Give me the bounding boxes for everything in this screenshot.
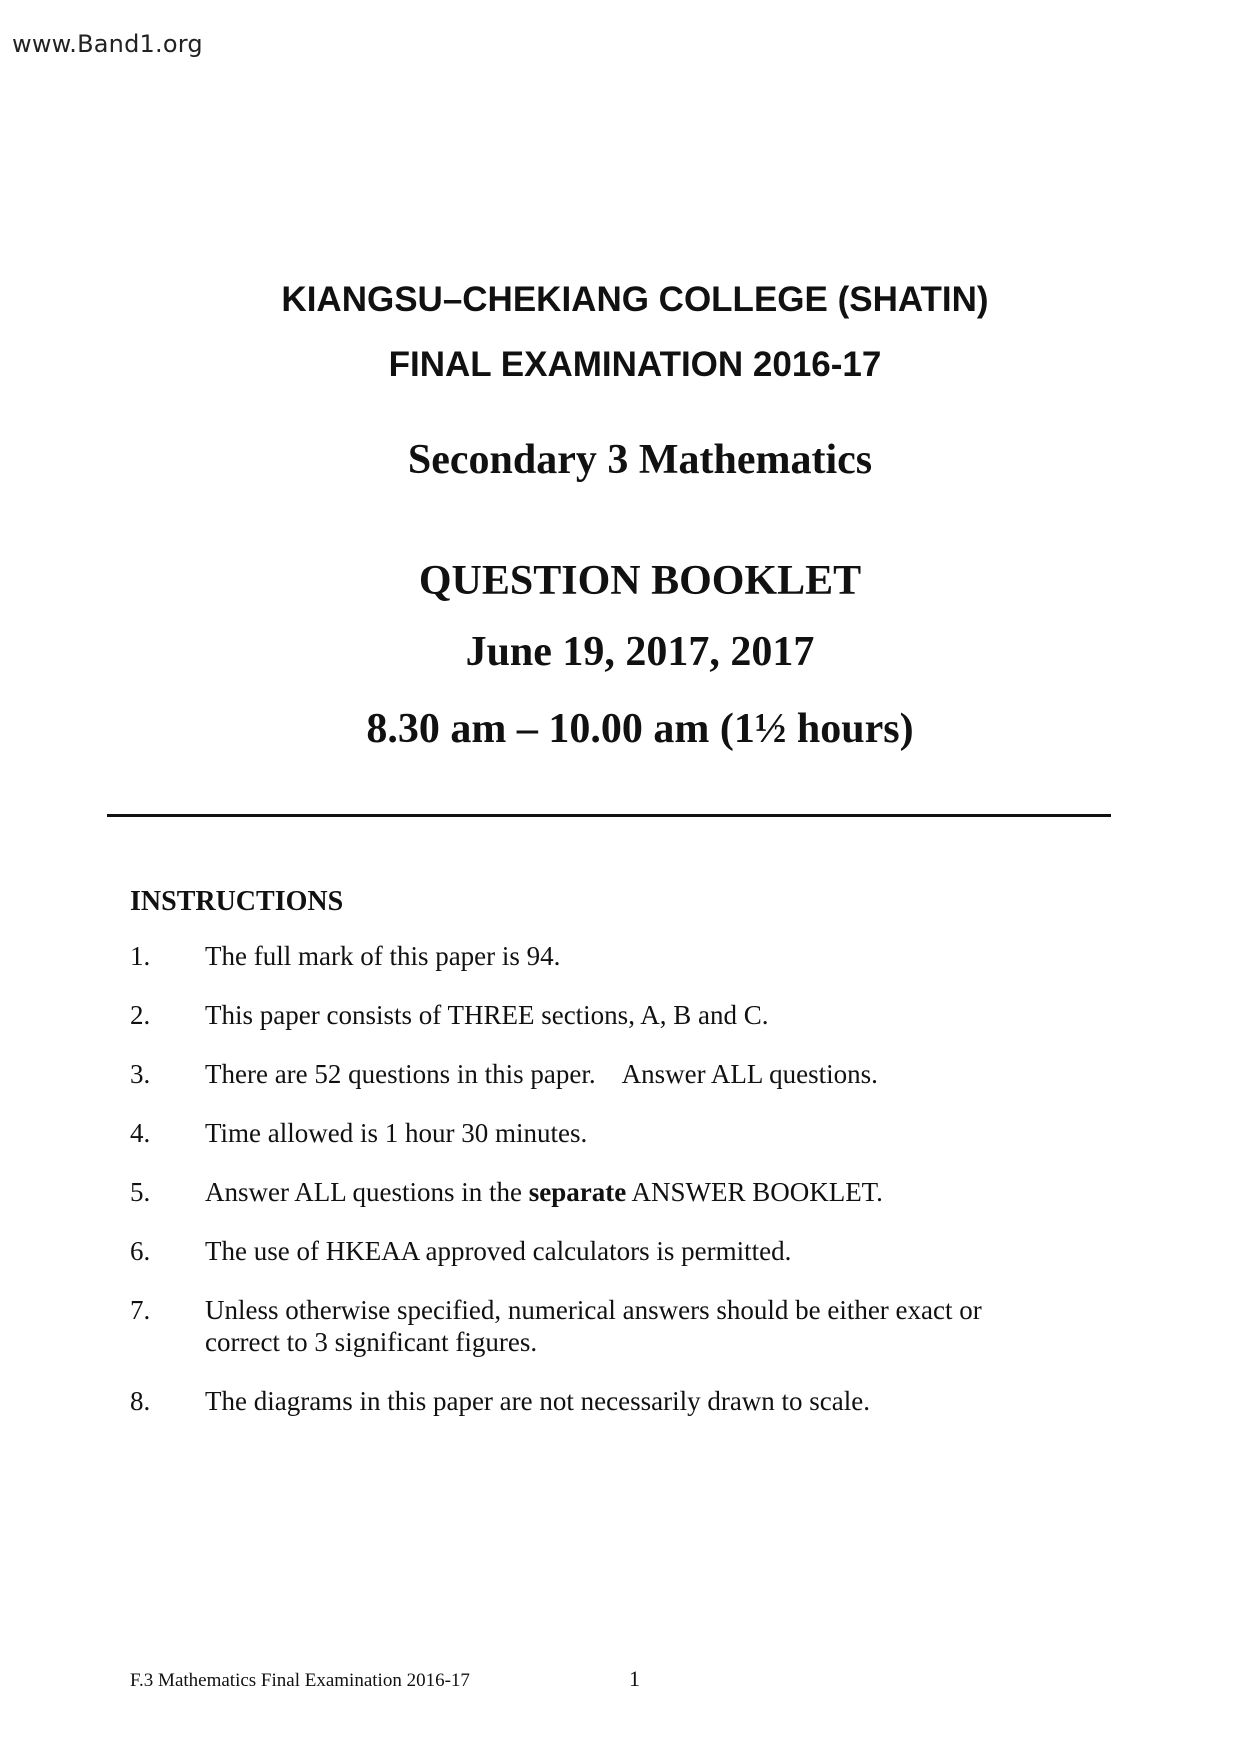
instructions-heading: INSTRUCTIONS: [130, 886, 344, 917]
instruction-text-part: ANSWER BOOKLET.: [626, 1177, 883, 1207]
instruction-text: This paper consists of THREE sections, A, B and C.: [205, 1000, 769, 1030]
instruction-number: 3.: [130, 1059, 151, 1089]
subject-title: Secondary 3 Mathematics: [407, 437, 873, 483]
instruction-item: [130, 1058, 1110, 1090]
instruction-number: 5.: [130, 1177, 151, 1207]
instruction-item: [130, 1235, 1110, 1267]
page-number: 1: [629, 1666, 640, 1691]
emphasis-separate: separate: [528, 1177, 627, 1207]
instruction-number: 6.: [130, 1236, 151, 1266]
instruction-text: The full mark of this paper is 94.: [205, 941, 561, 971]
instruction-number: 1.: [130, 941, 151, 971]
instruction-item: [130, 940, 1110, 972]
instruction-item: [130, 1385, 1110, 1417]
instruction-number: 2.: [130, 1000, 151, 1030]
school-name: KIANGSU–CHEKIANG COLLEGE (SHATIN): [281, 280, 989, 319]
footer-text: F.3 Mathematics Final Examination 2016-17: [130, 1670, 470, 1691]
instruction-text-part: Answer ALL questions in the: [205, 1177, 529, 1207]
exam-title: FINAL EXAMINATION 2016-17: [388, 345, 882, 384]
instruction-text: The use of HKEAA approved calculators is permitted.: [205, 1236, 792, 1266]
instruction-text: [205, 1058, 1110, 1090]
instruction-text: Unless otherwise specified, numerical answers should be either exact or correct to 3 significant figures.: [205, 1295, 982, 1357]
booklet-title: QUESTION BOOKLET: [418, 558, 862, 604]
instruction-item: [130, 1117, 1110, 1149]
instruction-text-part: There are 52 questions in this paper.: [205, 1059, 596, 1089]
watermark-url: www.Band1.org: [12, 30, 203, 58]
exam-date: June 19, 2017, 2017: [465, 629, 815, 675]
instruction-text-part: Answer ALL questions.: [621, 1059, 878, 1089]
instruction-text: Time allowed is 1 hour 30 minutes.: [205, 1118, 588, 1148]
instruction-item: [130, 999, 1110, 1031]
exam-time: 8.30 am – 10.00 am (1½ hours): [366, 706, 914, 752]
header-divider: [107, 814, 1111, 817]
instruction-item: [130, 1176, 1110, 1208]
instruction-text: The diagrams in this paper are not necessarily drawn to scale.: [205, 1386, 871, 1416]
instructions-list: [130, 940, 1110, 1444]
instruction-number: 7.: [130, 1295, 151, 1325]
instruction-number: 8.: [130, 1386, 151, 1416]
instruction-text: [205, 1176, 1110, 1208]
instruction-item: [130, 1294, 1110, 1358]
instruction-number: 4.: [130, 1118, 151, 1148]
